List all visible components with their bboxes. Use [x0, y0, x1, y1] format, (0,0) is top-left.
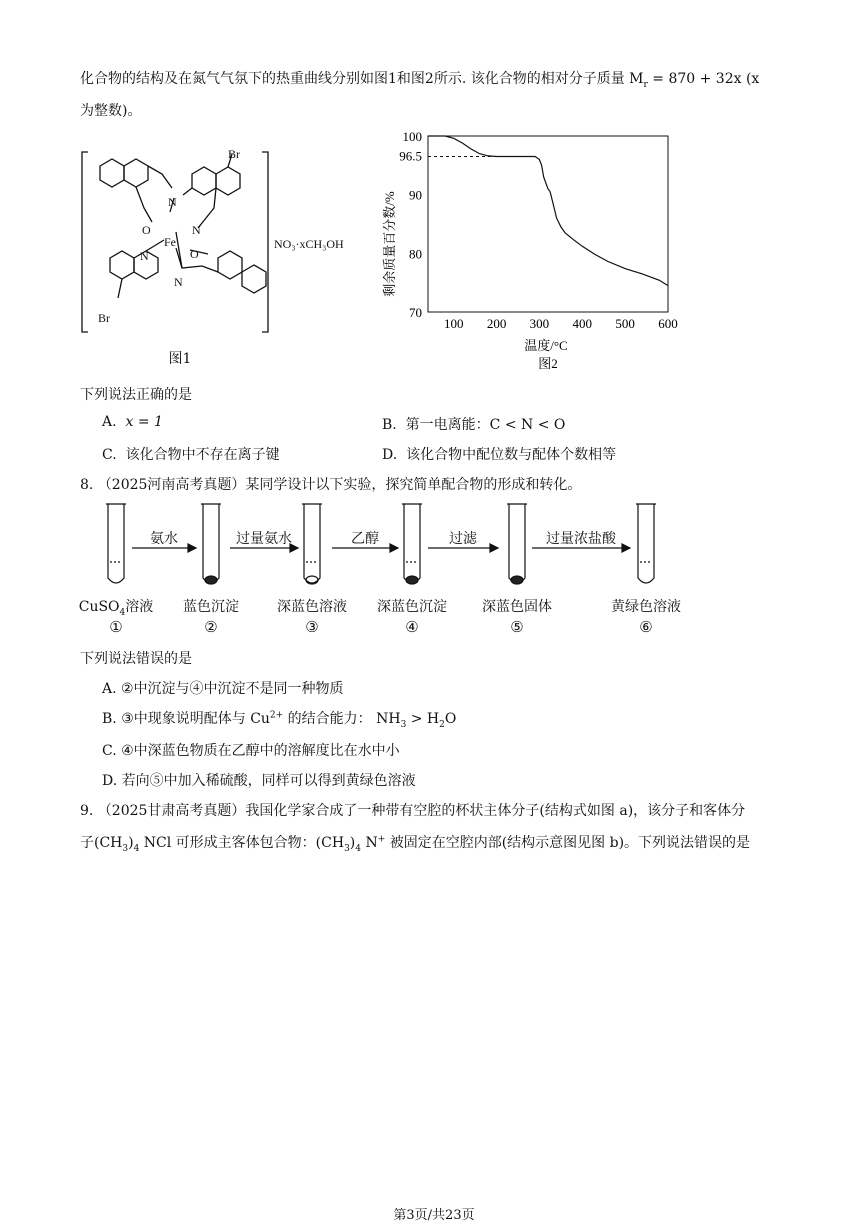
tube-number: ①: [109, 618, 123, 636]
q9-sup-j: +: [377, 834, 386, 845]
y-tick-label: 100: [402, 129, 422, 144]
intro-line-1: [80, 68, 759, 90]
tga-curve: [428, 136, 668, 286]
q8-option-c: C. ④中深蓝色物质在乙醇中的溶解度比在水中小: [102, 743, 400, 759]
h2o-sub: 2: [439, 719, 445, 730]
fig1-n-2: N: [192, 223, 201, 237]
q7-option-d-label: D.: [382, 447, 398, 463]
fig1-n-1: N: [168, 195, 177, 209]
x-axis-label: 温度/°C: [524, 338, 568, 353]
q7-option-a: [102, 414, 163, 430]
test-tube: [509, 504, 525, 583]
figure-1-caption: 图1: [168, 351, 192, 367]
tube-label-suffix: 溶液: [125, 599, 154, 615]
q7-option-a-label: A.: [102, 414, 117, 430]
q7-option-a-text: x = 1: [125, 414, 163, 430]
tube-label: [362, 596, 462, 618]
q7-option-d-text: 该化合物中配位数与配体个数相等: [406, 447, 617, 463]
q8-option-a: A. ②中沉淀与④中沉淀不是同一种物质: [102, 681, 344, 697]
tube-label: [262, 596, 362, 618]
mr-subscript: r: [643, 79, 648, 90]
q7-option-b-label: B.: [382, 417, 397, 433]
x-tick-label: 200: [486, 316, 507, 331]
tube-label: [467, 596, 567, 618]
intro-formula: = 870 + 32x (x: [647, 71, 760, 87]
x-tick-label: 600: [658, 316, 678, 331]
q9-sub-h: 4: [355, 843, 361, 854]
arrow-reagent-label: 氨水: [150, 531, 178, 547]
tube-label-text: CuSO: [78, 599, 120, 615]
tube-label: [66, 596, 166, 618]
tube-label-text: 深蓝色沉淀: [377, 599, 447, 615]
tube-precipitate: [406, 576, 418, 584]
tube-number: ③: [305, 618, 319, 636]
tube-label-text: 深蓝色固体: [482, 599, 552, 615]
q7-option-b-text: 第一电离能：C < N < O: [405, 417, 566, 433]
fig1-n-3: N: [140, 249, 149, 263]
q7-stem: 下列说法正确的是: [80, 387, 192, 403]
tube-label: [596, 596, 696, 618]
page-footer: 第3页/共23页: [393, 1208, 475, 1223]
x-tick-label: 300: [529, 316, 550, 331]
figure-2-tga-chart: [378, 124, 698, 374]
fig1-br-top: Br: [228, 148, 240, 161]
q9-text-a: 子(CH: [80, 835, 123, 851]
y-axis-label: 剩余质量百分数/%: [382, 191, 397, 297]
tube-label-text: 黄绿色溶液: [611, 599, 681, 615]
q8-option-d: D. 若向⑤中加入稀硫酸，同样可以得到黄绿色溶液: [102, 773, 416, 789]
q8-stem: 8. （2025河南高考真题）某同学设计以下实验，探究简单配合物的形成和转化。: [80, 477, 582, 493]
tube-number: ②: [204, 618, 218, 636]
q7-option-c-text: 该化合物中不存在离子键: [125, 447, 280, 463]
q9-line-2: [80, 832, 750, 854]
tube-number: ④: [405, 618, 419, 636]
cu-charge: 2+: [269, 710, 284, 721]
q8-experiment-diagram: [80, 500, 800, 596]
test-tube: [304, 504, 320, 583]
tube-label-text: 深蓝色溶液: [277, 599, 347, 615]
q9-text-i: N: [361, 835, 378, 851]
intro-text: 化合物的结构及在氮气气氛下的热重曲线分别如图1和图2所示. 该化合物的相对分子质量 M: [80, 71, 644, 87]
q8-option-b-text: B. ③中现象说明配体与 Cu: [102, 711, 270, 727]
fig1-counter-ion: NO₃·xCH₃OH: [274, 237, 344, 251]
fig1-o-2: O: [190, 247, 199, 261]
fig1-fe: Fe: [164, 235, 176, 249]
figure-2-caption: 图2: [538, 356, 558, 371]
annotation-label: 96.5: [399, 148, 422, 164]
test-tube: [203, 504, 219, 583]
arrow-reagent-label: 过量浓盐酸: [546, 531, 616, 547]
y-tick-label: 90: [409, 187, 422, 203]
arrow-reagent-label: 过滤: [449, 531, 477, 547]
nh3-sub: 3: [400, 719, 407, 730]
test-tube: [108, 504, 124, 583]
tube-number: ⑤: [510, 618, 524, 636]
q9-sub-f: 3: [344, 843, 350, 854]
tube-number: ⑥: [639, 618, 653, 636]
q8-option-b-mid: 的结合能力： NH: [283, 711, 401, 727]
q9-text-k: 被固定在空腔内部(结构示意图见图 b)。下列说法错误的是: [385, 835, 751, 851]
plot-frame: [428, 136, 668, 312]
arrow-reagent-label: 过量氨水: [236, 531, 292, 547]
figure-1-structure: [78, 148, 378, 338]
test-tube: [638, 504, 654, 583]
fig1-br-bottom: Br: [98, 311, 110, 325]
q9-sub-d: 4: [133, 843, 140, 854]
y-tick-label: 70: [409, 305, 422, 320]
q9-text-c: ): [128, 835, 134, 851]
intro-line-2: 为整数)。: [80, 103, 142, 119]
arrow-reagent-label: 乙醇: [351, 531, 379, 547]
tube-precipitate: [205, 576, 217, 584]
fig1-n-4: N: [174, 275, 183, 289]
q7-option-c-label: C.: [102, 447, 117, 463]
tube-label-text: 蓝色沉淀: [183, 599, 239, 615]
fig1-o-1: O: [142, 223, 151, 237]
q9-text-g: ): [349, 835, 356, 851]
q7-option-d: [382, 444, 616, 464]
y-tick-label: 80: [409, 246, 422, 262]
x-tick-label: 400: [572, 316, 593, 331]
q8-option-b: [102, 708, 456, 730]
q7-option-b: [382, 414, 565, 434]
tube-label-sub: 4: [119, 607, 126, 618]
q8-option-b-post: > H: [406, 711, 440, 727]
tube-precipitate: [511, 576, 523, 584]
tube-label: [161, 596, 261, 618]
q9-text-e: NCl 可形成主客体包合物：(CH: [139, 835, 345, 851]
x-tick-label: 500: [615, 316, 635, 331]
q9-sub-b: 3: [122, 843, 129, 854]
q9-line-1: 9. （2025甘肃高考真题）我国化学家合成了一种带有空腔的杯状主体分子(结构式如图 a)，该分子和客体分: [80, 803, 746, 819]
q8-ask: 下列说法错误的是: [80, 651, 192, 667]
q7-option-c: [102, 444, 280, 464]
x-tick-label: 100: [443, 316, 464, 331]
test-tube: [404, 504, 420, 583]
q8-option-b-end: O: [444, 711, 457, 727]
